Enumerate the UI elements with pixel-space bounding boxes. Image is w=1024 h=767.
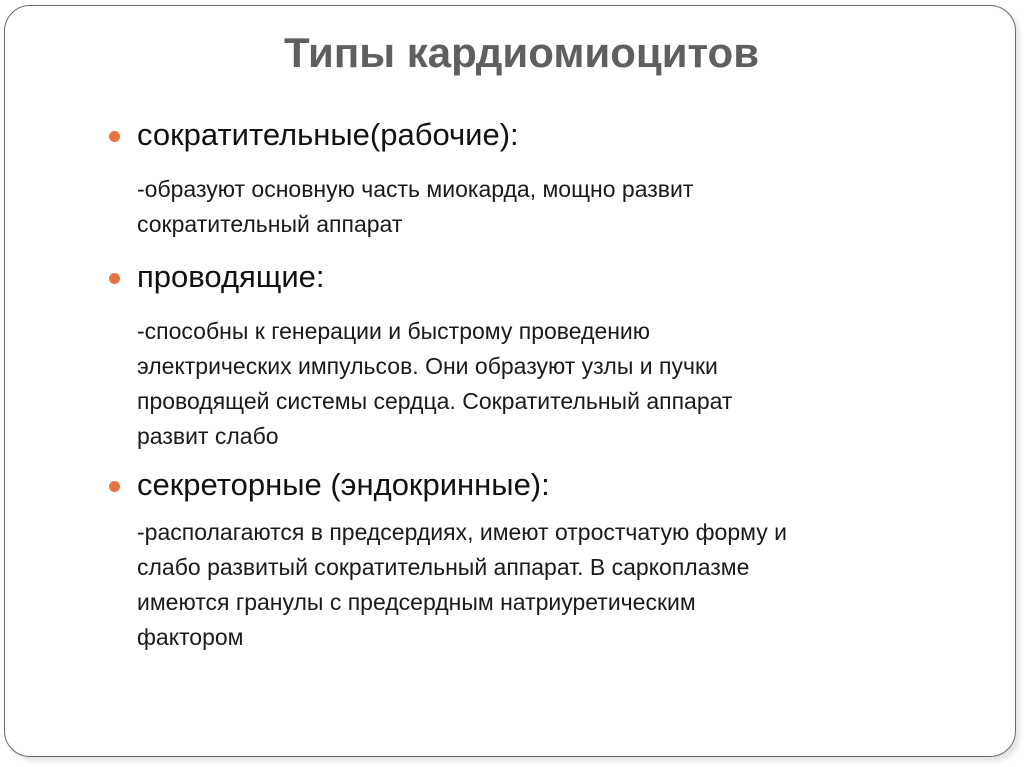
description-line: сократительный аппарат [137, 211, 403, 237]
section-heading-conducting [137, 259, 325, 295]
description-line: развит слабо [137, 423, 279, 449]
description-line: фактором [137, 624, 244, 650]
section-description-secretory [137, 515, 787, 655]
section-description-conducting [137, 314, 732, 454]
description-line: -способны к генерации и быстрому проведению [137, 318, 651, 344]
section-heading-text: секреторные (эндокринные): [137, 467, 550, 502]
slide-title: Типы кардиомиоцитов [284, 29, 760, 76]
bullet-icon [109, 131, 120, 142]
bullet-icon [109, 481, 120, 492]
section-heading-text: проводящие: [137, 259, 325, 294]
section-heading-secretory [137, 467, 550, 503]
slide-frame [4, 5, 1016, 757]
description-line: имеются гранулы с предсердным натриуретическим [137, 589, 696, 615]
description-line: проводящей системы сердца. Сократительный аппарат [137, 388, 733, 414]
section-heading-contractile [137, 117, 519, 153]
bullet-icon [109, 273, 120, 284]
description-line: слабо развитый сократительный аппарат. В саркоплазме [137, 554, 750, 580]
description-line: -располагаются в предсердиях, имеют отростчатую форму и [137, 519, 787, 545]
section-heading-text: сократительные(рабочие): [137, 117, 519, 152]
description-line: -образуют основную часть миокарда, мощно развит [137, 176, 694, 202]
section-description-contractile [137, 172, 693, 242]
description-line: электрических импульсов. Они образуют узлы и пучки [137, 353, 718, 379]
